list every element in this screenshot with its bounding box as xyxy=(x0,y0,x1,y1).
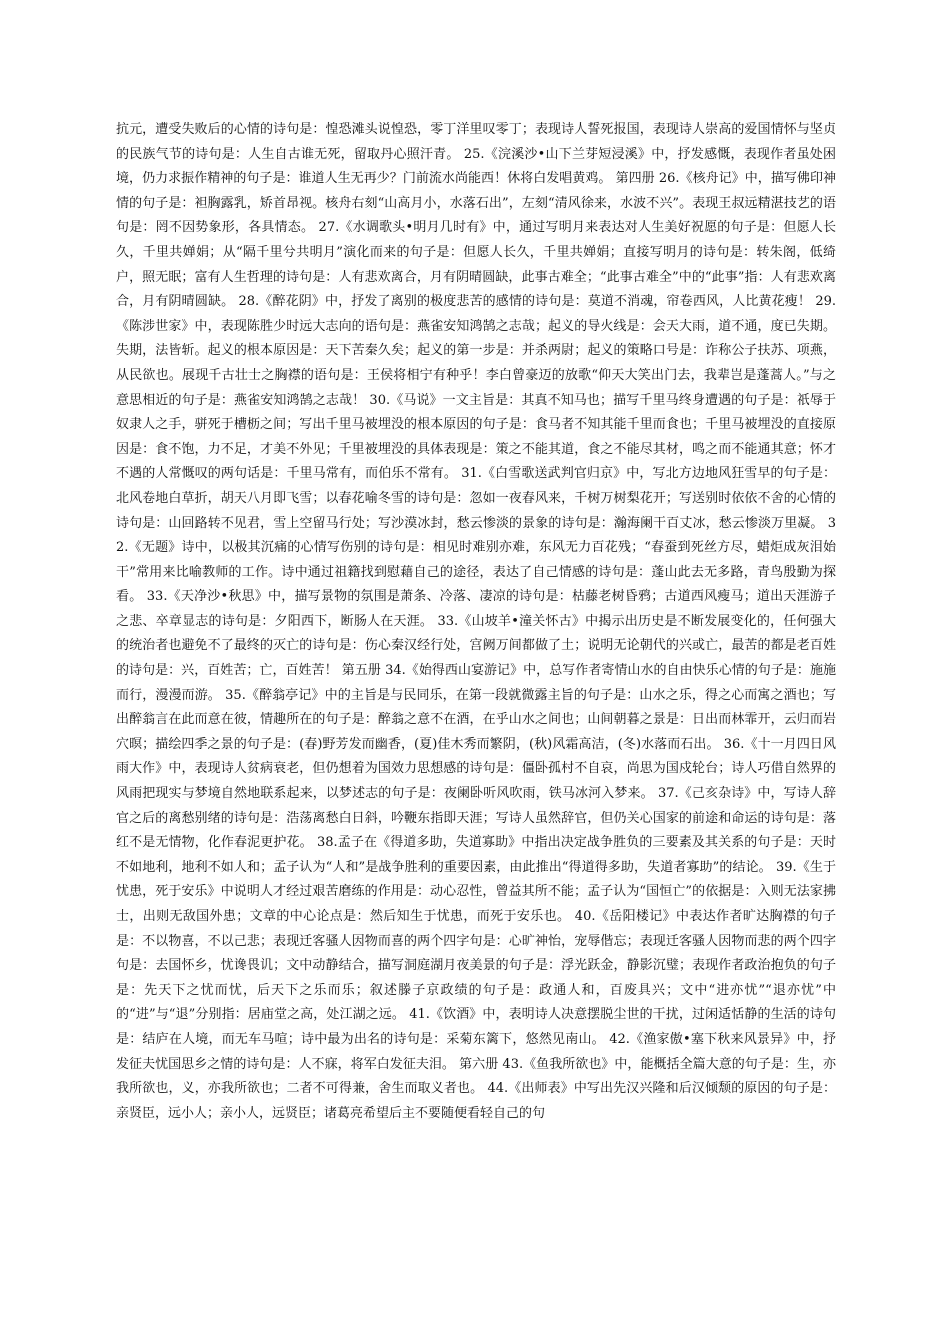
document-page xyxy=(116,118,836,1126)
body-paragraph: 抗元，遭受失败后的心情的诗句是：惶恐滩头说惶恐，零丁洋里叹零丁；表现诗人誓死报国，表现诗人崇高的爱国情怀与坚贞的民族气节的诗句是：人生自古谁无死，留取丹心照汗青。 25.《浣溪沙•山下兰芽短浸溪》中，抒发感慨，表现作者虽处困境，仍力求振作精神的句子是：谁道人生无再少？门前流水尚能西！休将白发唱黄鸡。 第四册 26.《核舟记》中，描写佛印神情的句子是：袒胸露乳，矫首昂视。核舟右刻“山高月小，水落石出”，左刻“清风徐来，水波不兴”。表现王叔远精湛技艺的语句是：罔不因势象形，各具情态。 27.《水调歌头•明月几时有》中，通过写明月来表达对人生美好祝愿的句子是：但愿人长久，千里共婵娟；从“隔千里兮共明月”演化而来的句子是：但愿人长久，千里共婵娟；直接写明月的诗句是：转朱阁，低绮户，照无眠；富有人生哲理的诗句是：人有悲欢离合，月有阴晴圆缺，此事古难全；“此事古难全”中的“此事”指：人有悲欢离合，月有阴晴圆缺。 28.《醉花阴》中，抒发了离别的极度悲苦的感情的诗句是：莫道不消魂，帘卷西风，人比黄花瘦！ 29.《陈涉世家》中，表现陈胜少时远大志向的语句是：燕雀安知鸿鹄之志哉；起义的导火线是：会天大雨，道不通，度已失期。失期，法皆斩。起义的根本原因是：天下苦秦久矣；起义的第一步是：并杀两尉；起义的策略口号是：诈称公子扶苏、项燕，从民欲也。展现千古壮士之胸襟的语句是：王侯将相宁有种乎！李白曾豪迈的放歌“仰天大笑出门去，我辈岂是蓬蒿人。”与之意思相近的句子是：燕雀安知鸿鹄之志哉！ 30.《马说》一文主旨是：其真不知马也；描写千里马终身遭遇的句子是：祇辱于奴隶人之手，骈死于槽枥之间；写出千里马被埋没的根本原因的句子是：食马者不知其能千里而食也；千里马被埋没的直接原因是：食不饱，力不足，才美不外见；千里被埋没的具体表现是：策之不能其道，食之不能尽其材，鸣之而不能通其意；怀才不遇的人常慨叹的两句话是：千里马常有，而伯乐不常有。 31.《白雪歌送武判官归京》中，写北方边地风狂雪早的句子是：北风卷地白草折，胡天八月即飞雪；以春花喻冬雪的诗句是：忽如一夜春风来，千树万树梨花开；写送别时依依不舍的心情的诗句是：山回路转不见君，雪上空留马行处；写沙漠冰封，愁云惨淡的景象的诗句是：瀚海阑干百丈冰，愁云惨淡万里凝。 32.《无题》诗中，以极其沉痛的心情写伤别的诗句是：相见时难别亦难，东风无力百花残；“春蚕到死丝方尽，蜡炬成灰泪始干”常用来比喻教师的工作。诗中通过祖籍找到慰藉自己的途径，表达了自己情感的诗句是：蓬山此去无多路，青鸟殷勤为探看。 33.《天净沙•秋思》中，描写景物的氛围是萧条、冷落、凄凉的诗句是：枯藤老树昏鸦；古道西风瘦马；道出天涯游子之悲、卒章显志的诗句是：夕阳西下，断肠人在天涯。 33.《山坡羊•潼关怀古》中揭示出历史是不断发展变化的，任何强大的统治者也避免不了最终的灭亡的诗句是：伤心秦汉经行处，宫阙万间都做了土；说明无论朝代的兴或亡，最苦的都是老百姓的诗句是：兴，百姓苦；亡，百姓苦！ 第五册 34.《始得西山宴游记》中，总写作者寄情山水的自由快乐心情的句子是：施施而行，漫漫而游。 35.《醉翁亭记》中的主旨是与民同乐，在第一段就微露主旨的句子是：山水之乐，得之心而寓之酒也；写出醉翁言在此而意在彼，情趣所在的句子是：醉翁之意不在酒，在乎山水之间也；山间朝暮之景是：日出而林霏开，云归而岩穴暝；描绘四季之景的句子是：(春)野芳发而幽香，(夏)佳木秀而繁阴，(秋)风霜高洁，(冬)水落而石出。 36.《十一月四日风雨大作》中，表现诗人贫病衰老，但仍想着为国效力思想感的诗句是：僵卧孤村不自哀，尚思为国戍轮台；诗人巧借自然界的风雨把现实与梦境自然地联系起来，以梦述志的句子是：夜阑卧听风吹雨，铁马冰河入梦来。 37.《己亥杂诗》中，写诗人辞官之后的离愁别绪的诗句是：浩荡离愁白日斜，吟鞭东指即天涯；写诗人虽然辞官，但仍关心国家的前途和命运的诗句是：落红不是无情物，化作春泥更护花。 38.孟子在《得道多助，失道寡助》中指出决定战争胜负的三要素及其关系的句子是：天时不如地利，地利不如人和；孟子认为“人和”是战争胜利的重要因素，由此推出“得道得多助，失道者寡助”的结论。 39.《生于忧患，死于安乐》中说明人才经过艰苦磨练的作用是：动心忍性，曾益其所不能；孟子认为“国恒亡”的依据是：入则无法家拂士，出则无敌国外患；文章的中心论点是：然后知生于忧患，而死于安乐也。 40.《岳阳楼记》中表达作者旷达胸襟的句子是：不以物喜，不以己悲；表现迁客骚人因物而喜的两个四字句是：心旷神怡，宠辱偕忘；表现迁客骚人因物而悲的两个四字句是：去国怀乡，忧谗畏讥；文中动静结合，描写洞庭湖月夜美景的句子是：浮光跃金，静影沉璧；表现作者政治抱负的句子是：先天下之忧而忧，后天下之乐而乐；叙述滕子京政绩的句子是：政通人和，百废具兴；文中“进亦忧”“退亦忧”中的“进”与“退”分别指：居庙堂之高，处江湖之远。 41.《饮酒》中，表明诗人决意摆脱尘世的干扰，过闲适恬静的生活的诗句是：结庐在人境，而无车马喧；诗中最为出名的诗句是：采菊东篱下，悠然见南山。 42.《渔家傲•塞下秋来风景异》中，抒发征夫忧国思乡之情的诗句是：人不寐，将军白发征夫泪。 第六册 43.《鱼我所欲也》中，能概括全篇大意的句子是：生，亦我所欲也，义，亦我所欲也；二者不可得兼，舍生而取义者也。 44.《出师表》中写出先汉兴隆和后汉倾颓的原因的句子是：亲贤臣，远小人；亲小人，远贤臣；诸葛亮希望后主不要随便看轻自己的句 xyxy=(116,122,836,1121)
